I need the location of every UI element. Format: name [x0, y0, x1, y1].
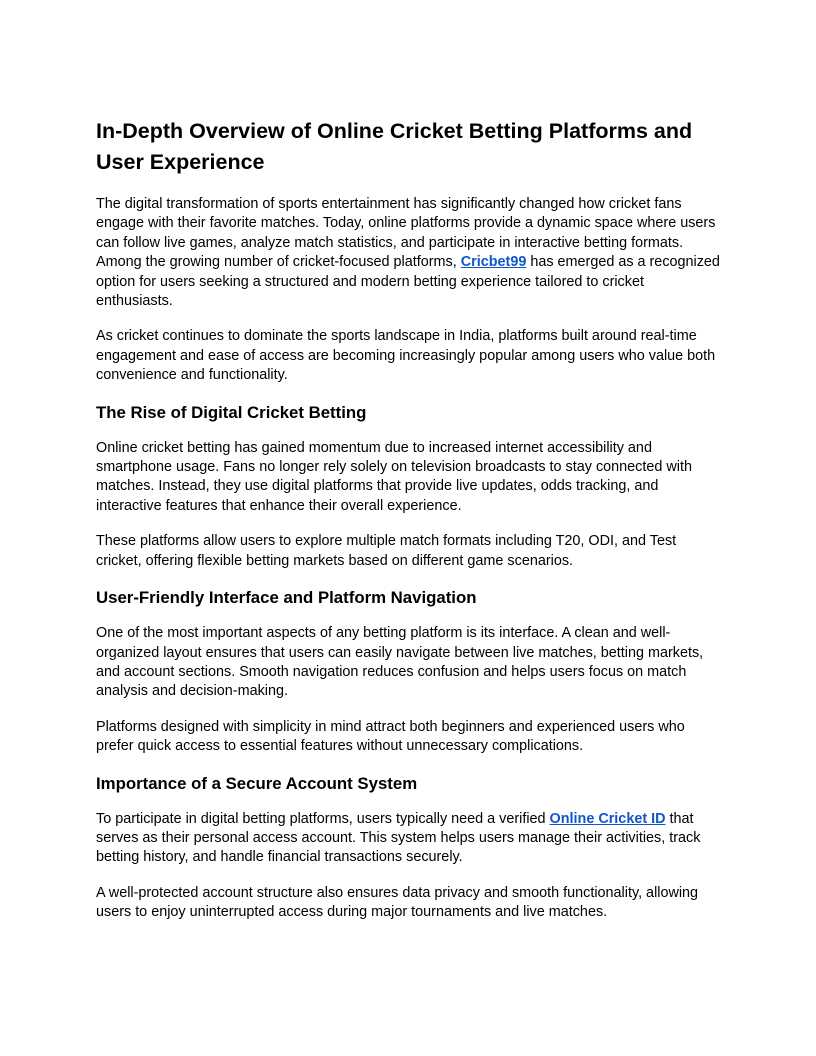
- section-heading-interface: User-Friendly Interface and Platform Navigation: [96, 588, 477, 608]
- secure-text-before-link: To participate in digital betting platforms, users typically need a verified: [96, 810, 550, 827]
- section-heading-secure-account: Importance of a Secure Account System: [96, 773, 418, 793]
- page-title: In-Depth Overview of Online Cricket Betting Platforms and User Experience: [96, 119, 693, 174]
- secure-paragraph-1: [96, 810, 720, 868]
- rise-paragraph-1: Online cricket betting has gained momentum due to increased internet accessibility and smartphone usage. Fans no longer rely solely on television broadcasts to stay connected with matches. Instead, they use digital platforms that provide live updates, odds tracking, and interactive features that enhance their overall experience.: [96, 439, 692, 514]
- secure-text-after-link: that serves as their personal access account. This system helps users manage their activities, track betting history, and handle financial transactions securely.: [96, 810, 701, 866]
- document-page: [96, 116, 720, 939]
- interface-paragraph-1: One of the most important aspects of any betting platform is its interface. A clean and well-organized layout ensures that users can easily navigate between live matches, betting markets, and account sections. Smooth navigation reduces confusion and helps users focus on match analysis and decision-making.: [96, 625, 704, 700]
- interface-paragraph-2: Platforms designed with simplicity in mind attract both beginners and experienced users who prefer quick access to essential features without unnecessary complications.: [96, 718, 685, 755]
- rise-paragraph-2: These platforms allow users to explore multiple match formats including T20, ODI, and Test cricket, offering flexible betting markets based on different game scenarios.: [96, 533, 677, 569]
- section-heading-rise: The Rise of Digital Cricket Betting: [96, 402, 367, 422]
- intro-paragraph-2: As cricket continues to dominate the sports landscape in India, platforms built around real-time engagement and ease of access are becoming increasingly popular among users who value both convenience and functionality.: [96, 328, 716, 384]
- online-cricket-id-link[interactable]: Online Cricket ID: [549, 810, 666, 827]
- intro-paragraph-1: [96, 195, 720, 311]
- secure-paragraph-2: A well-protected account structure also ensures data privacy and smooth functionality, allowing users to enjoy uninterrupted access during major tournaments and live matches.: [96, 884, 699, 921]
- cricbet99-link[interactable]: Cricbet99: [460, 254, 527, 271]
- intro-text-after-link: has emerged as a recognized option for users seeking a structured and modern betting experience tailored to cricket enthusiasts.: [96, 254, 720, 310]
- intro-text-before-link: The digital transformation of sports entertainment has significantly changed how cricket fans engage with their favorite matches. Today, online platforms provide a dynamic space where users can follow live games, analyze match statistics, and participate in interactive betting formats. Among the growing number of cricket-focused platforms,: [96, 196, 716, 271]
